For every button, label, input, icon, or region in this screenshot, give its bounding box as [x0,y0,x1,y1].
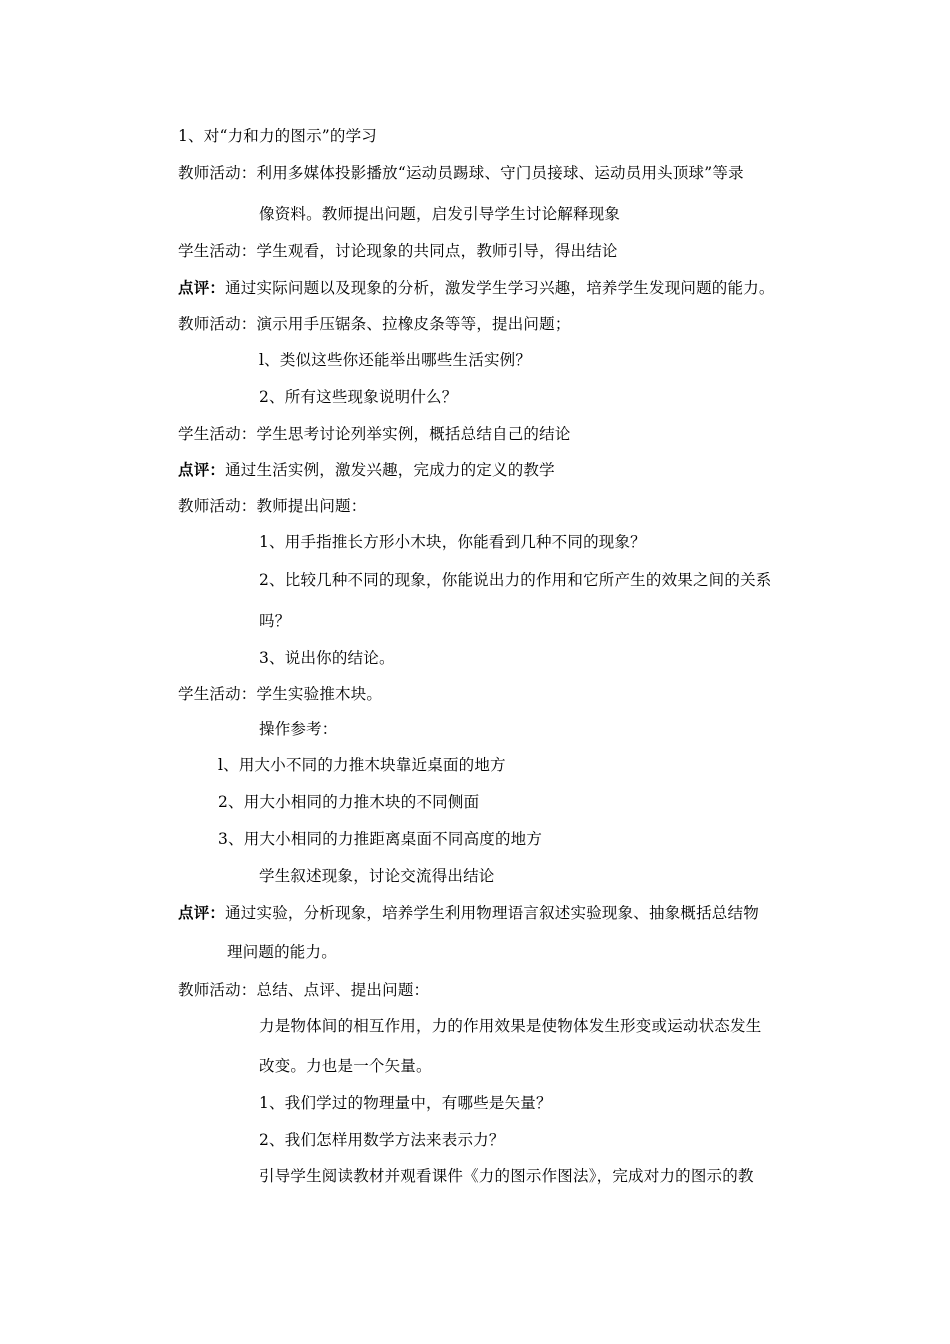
comment-line [178,278,775,298]
continuation-line [259,1056,432,1076]
line-text: 总结、点评、提出问题： [256,981,430,999]
line-text: 学生思考讨论列举实例，概括总结自己的结论 [256,425,571,443]
continuation-line [227,942,337,962]
question-item [259,532,646,552]
line-text: 2、所有这些现象说明什么？ [259,388,458,406]
line-text: 3、说出你的结论。 [259,649,395,667]
line-text: 力是物体间的相互作用，力的作用效果是使物体发生形变或运动状态发生 [259,1017,762,1035]
line-text: 理问题的能力。 [227,943,337,961]
role-label: 学生活动： [178,685,257,703]
question-item [259,570,771,590]
line-text: 学生叙述现象，讨论交流得出结论 [259,867,495,885]
procedure-item [218,792,479,812]
teacher-activity-line [178,980,429,1000]
question-item [259,648,395,668]
line-text: 引导学生阅读教材并观看课件《力的图示作图法》，完成对力的图示的教 [259,1167,754,1185]
comment-line [178,903,759,923]
line-text: 像资料。教师提出问题，启发引导学生讨论解释现象 [259,205,621,223]
line-text: 操作参考： [259,720,338,738]
line-text: 学生观看，讨论现象的共同点，教师引导，得出结论 [256,242,618,260]
role-label: 教师活动： [178,164,257,182]
line-text: 教师提出问题： [256,497,367,515]
teacher-activity-line [178,163,744,183]
line-text: 利用多媒体投影播放“运动员踢球、守门员接球、运动员用头顶球”等录 [256,164,744,182]
line-text: 吗？ [259,612,291,630]
line-text: 2、用大小相同的力推木块的不同侧面 [218,793,480,811]
line-text: 通过实际问题以及现象的分析，激发学生学习兴趣，培养学生发现问题的能力。 [225,279,775,297]
continuation-line [259,866,495,886]
line-text: l、用大小不同的力推木块靠近桌面的地方 [218,756,506,774]
line-text: 2、比较几种不同的现象，你能说出力的作用和它所产生的效果之间的关系 [259,571,772,589]
role-label: 学生活动： [178,242,257,260]
section-heading [178,126,377,146]
line-text: 通过生活实例，激发兴趣，完成力的定义的教学 [225,461,555,479]
role-label: 学生活动： [178,425,257,443]
line-text: 演示用手压锯条、拉橡皮条等等，提出问题； [256,315,571,333]
line-text: 改变。力也是一个矢量。 [259,1057,432,1075]
line-text: 3、用大小相同的力推距离桌面不同高度的地方 [218,830,543,848]
teacher-activity-line [178,496,366,516]
sub-heading [259,719,338,739]
line-text: 通过实验，分析现象，培养学生利用物理语言叙述实验现象、抽象概括总结物 [225,904,759,922]
student-activity-line [178,684,382,704]
line-text: l、类似这些你还能举出哪些生活实例？ [259,351,532,369]
procedure-item [218,755,506,775]
continuation-line [259,611,290,631]
question-item [259,1130,505,1150]
continuation-line [259,204,620,224]
question-item [259,350,531,370]
line-text: 1、我们学过的物理量中，有哪些是矢量？ [259,1094,552,1112]
line-text: 1、对“力和力的图示”的学习 [178,127,378,145]
student-activity-line [178,424,571,444]
student-activity-line [178,241,618,261]
comment-line [178,460,555,480]
question-item [259,387,457,407]
role-label: 教师活动： [178,315,257,333]
line-text: 2、我们怎样用数学方法来表示力？ [259,1131,505,1149]
role-label: 教师活动： [178,981,257,999]
line-text: 学生实验推木块。 [256,685,383,703]
role-label: 教师活动： [178,497,257,515]
body-paragraph-line [259,1166,754,1186]
procedure-item [218,829,542,849]
question-item [259,1093,552,1113]
comment-label: 点评： [178,460,226,479]
line-text: 1、用手指推长方形小木块，你能看到几种不同的现象？ [259,533,646,551]
teacher-activity-line [178,314,571,334]
body-paragraph-line [259,1016,761,1036]
comment-label: 点评： [178,903,226,922]
comment-label: 点评： [178,278,226,297]
